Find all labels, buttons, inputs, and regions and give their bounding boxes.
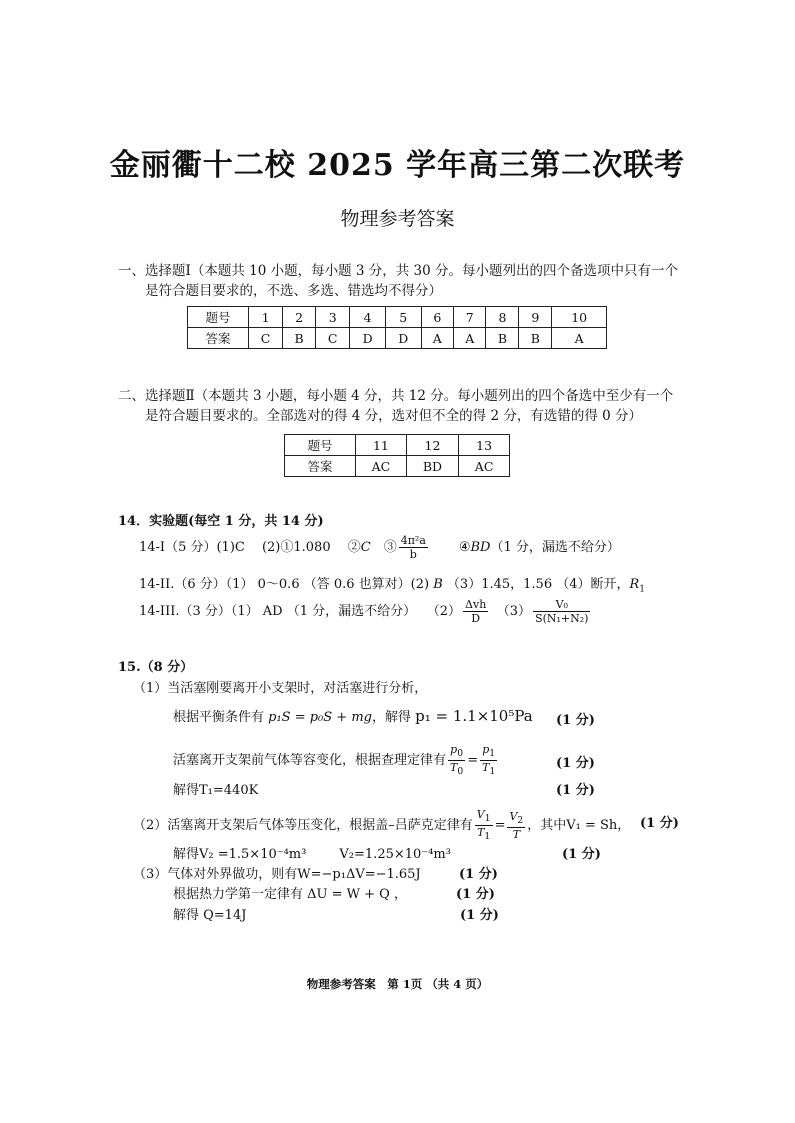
q15-line8: 根据热力学第一定律有 ΔU = W + Q ， bbox=[173, 887, 407, 902]
q15-line5: （2）活塞离开支架后气体等压变化，根据盖–吕萨克定律有 $\frac{V_1}{T_1}$ = $\frac{V_2}{T}$ ，其中V₁ = Sh， bbox=[133, 808, 631, 843]
q14-ii-b: B bbox=[433, 577, 443, 592]
charles-law-fraction: $\frac{p_0}{T_0}$ bbox=[450, 743, 464, 778]
table-cell: 4 bbox=[350, 307, 386, 328]
table-cell: 2 bbox=[283, 307, 316, 328]
table-cell: 5 bbox=[385, 307, 421, 328]
table-cell: B bbox=[486, 328, 519, 349]
q14-ii-r1: R bbox=[629, 577, 640, 592]
table-cell: B bbox=[283, 328, 316, 349]
table-cell: 1 bbox=[249, 307, 283, 328]
table-cell: A bbox=[421, 328, 453, 349]
table-row bbox=[188, 307, 607, 328]
section2-line1: 二、选择题Ⅱ（本题共 3 小题，每小题 4 分，共 12 分。每小题列出的四个备选中至少有一个 bbox=[118, 388, 674, 404]
points-label: (1 分) bbox=[556, 756, 595, 771]
table-cell: C bbox=[249, 328, 283, 349]
section2-answer-table bbox=[284, 434, 510, 477]
points-label: (1 分) bbox=[640, 816, 679, 831]
table-cell: A bbox=[552, 328, 607, 349]
table-cell: B bbox=[519, 328, 552, 349]
table-cell: D bbox=[350, 328, 386, 349]
table-cell: 6 bbox=[421, 307, 453, 328]
row-label: 题号 bbox=[188, 307, 249, 328]
row-label: 答案 bbox=[285, 456, 356, 477]
table-cell: 12 bbox=[406, 435, 458, 456]
q15-heading: 15.（8 分） bbox=[118, 660, 194, 675]
row-label: 答案 bbox=[188, 328, 249, 349]
table-cell: D bbox=[385, 328, 421, 349]
q14-i-text-a: 14-I（5 分）(1)C (2)①1.080 ② bbox=[139, 540, 361, 555]
table-cell: BD bbox=[406, 456, 458, 477]
q15-line3: 活塞离开支架前气体等容变化，根据查理定律有 $\frac{p_0}{T_0}$ = $\frac{p_1}{T_1}$ bbox=[173, 743, 496, 778]
q14-part-ii: 14-II.（6 分）（1） 0～0.6 （答 0.6 也算对）(2) B （3）1.45，1.56 （4）断开，$R_1$ bbox=[139, 577, 646, 595]
points-label: (1 分) bbox=[556, 783, 595, 798]
q14-ii-text-b: （3）1.45，1.56 （4）断开， bbox=[446, 577, 630, 592]
q15-line7: （3）气体对外界做功，则有W=−p₁ΔV=−1.65J bbox=[133, 867, 421, 882]
table-cell: C bbox=[316, 328, 350, 349]
table-cell: 11 bbox=[356, 435, 407, 456]
table-cell: 13 bbox=[459, 435, 510, 456]
q14-i-c: C bbox=[360, 540, 371, 555]
q15-line9: 解得 Q=14J bbox=[173, 908, 247, 923]
table-cell: 3 bbox=[316, 307, 350, 328]
points-label: (1 分) bbox=[556, 713, 595, 728]
table-cell: A bbox=[454, 328, 486, 349]
table-cell: 10 bbox=[552, 307, 607, 328]
points-label: (1 分) bbox=[562, 847, 601, 862]
q14-i-text-e: （1 分，漏选不给分） bbox=[490, 540, 620, 555]
points-label: (1 分) bbox=[459, 867, 498, 882]
table-cell: 8 bbox=[486, 307, 519, 328]
q14-part-i bbox=[139, 534, 620, 561]
page-title: 金丽衢十二校 2025 学年高三第二次联考 bbox=[109, 148, 686, 183]
q14-ii-text-a: 14-II.（6 分）（1） 0～0.6 （答 0.6 也算对）(2) bbox=[139, 577, 434, 592]
table-cell: AC bbox=[356, 456, 407, 477]
q14-iii-fraction: $\frac{\text{Δvh}}{D}$ bbox=[465, 598, 487, 625]
q14-i-text-c: ③ bbox=[370, 540, 397, 555]
q15-line1: （1）当活塞刚要离开小支架时，对活塞进行分析， bbox=[133, 681, 428, 696]
page-subtitle: 物理参考答案 bbox=[340, 208, 455, 230]
q14-iii-text-b: （3） bbox=[490, 604, 532, 619]
points-label: (1 分) bbox=[456, 887, 495, 902]
row-label: 题号 bbox=[285, 435, 356, 456]
page-footer: 物理参考答案 第 1页 （共 4 页） bbox=[306, 977, 489, 991]
gay-lussac-fraction: $\frac{V_1}{T_1}$ bbox=[476, 808, 491, 843]
table-row bbox=[285, 435, 510, 456]
points-label: (1 分) bbox=[460, 908, 499, 923]
section2-line2: 是符合题目要求的。全部选对的得 4 分，选对但不全的得 2 分，有选错的得 0 分） bbox=[145, 408, 643, 424]
q14-part-iii bbox=[139, 598, 592, 625]
q14-iii-fraction-2: $\frac{\text{V₀}}{\text{S(N₁+N₂)}}$ bbox=[535, 598, 589, 625]
table-cell: AC bbox=[459, 456, 510, 477]
table-row bbox=[188, 328, 607, 349]
q14-i-fraction: $\frac{\text{4π²a}}{b}$ bbox=[400, 534, 426, 561]
q14-iii-text-a: 14-III.（3 分）（1） AD （1 分，漏选不给分） （2） bbox=[139, 604, 462, 619]
q15-line4: 解得T₁=440K bbox=[173, 783, 259, 798]
section1-line2: 是符合题目要求的，不选、多选、错选均不得分） bbox=[145, 283, 442, 299]
q14-i-bd: BD bbox=[470, 540, 491, 555]
section1-answer-table bbox=[187, 306, 607, 349]
q14-heading: 14．实验题(每空 1 分，共 14 分) bbox=[118, 514, 324, 529]
section1-line1: 一、选择题Ⅰ（本题共 10 小题，每小题 3 分，共 30 分。每小题列出的四个备选项中只有一个 bbox=[118, 263, 679, 279]
q14-i-text-d: ④ bbox=[458, 540, 471, 555]
q15-line2: 根据平衡条件有 p₁S = p₀S + mg，解得 p₁ = 1.1×10⁵Pa bbox=[173, 707, 533, 725]
q15-line6: 解得V₂ =1.5×10⁻⁴m³ V₂=1.25×10⁻⁴m³ bbox=[173, 847, 451, 862]
table-row bbox=[285, 456, 510, 477]
table-cell: 7 bbox=[454, 307, 486, 328]
table-cell: 9 bbox=[519, 307, 552, 328]
